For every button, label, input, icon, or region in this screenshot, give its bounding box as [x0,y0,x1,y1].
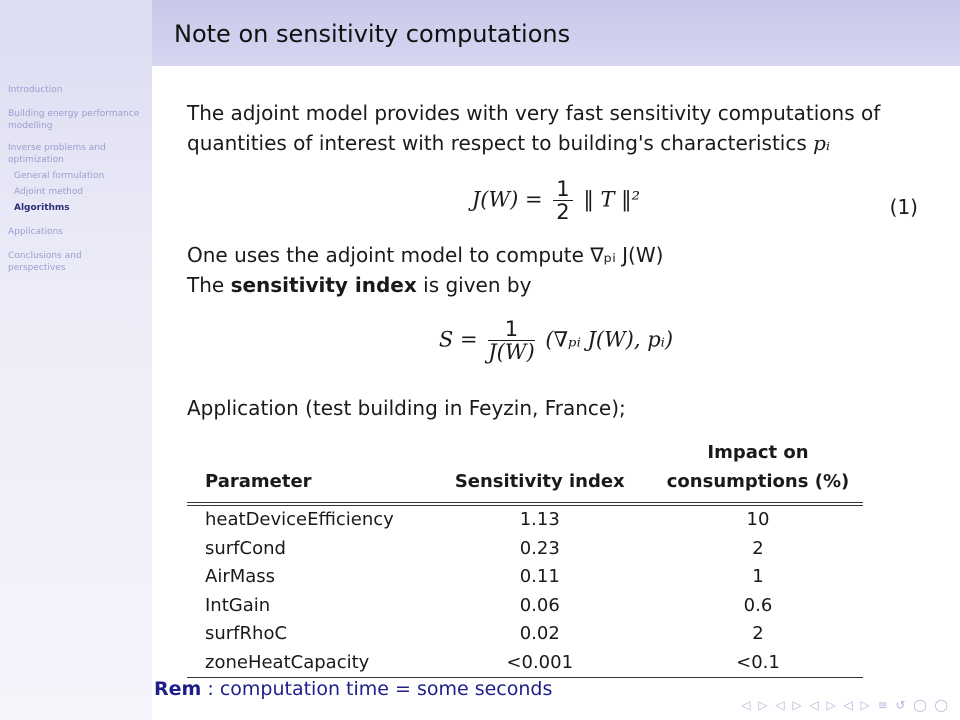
intro-line-2-text: quantities of interest with respect to building's characteristics [187,131,807,155]
sidebar-navigation [0,0,152,720]
cell-sensitivity: 0.02 [519,623,560,644]
table-row [187,563,863,592]
equation-2-fraction [488,318,534,363]
beamer-navigation-icons[interactable]: ◁ ▷ ◁ ▷ ◁ ▷ ◁ ▷ ≡ ↺ ◯ ◯ [741,698,950,712]
remark [154,678,552,700]
application-line: Application (test building in Feyzin, France); [187,396,626,420]
header-sensitivity: Sensitivity index [454,471,625,492]
equation-1-fraction [553,178,572,223]
cell-parameter: zoneHeatCapacity [205,651,370,673]
cell-sensitivity: 0.06 [519,594,560,616]
sidebar-item-introduction[interactable]: Introduction [8,85,63,95]
sidebar-item-conclusions[interactable]: Conclusions and perspectives [8,251,82,273]
sensitivity-pre: The [187,273,231,297]
equation-1 [152,178,960,223]
cell-sensitivity: 0.23 [519,537,560,559]
sidebar-item-inverse-problems[interactable]: Inverse problems and optimization [8,143,106,165]
sidebar-item-adjoint-method[interactable]: Adjoint method [14,187,84,197]
slide-body [187,98,927,158]
sensitivity-line [187,270,927,300]
cell-impact: 10 [746,509,770,530]
equation-1-number: (1) [889,195,918,219]
sensitivity-table [187,436,863,678]
intro-line-2 [187,128,927,158]
sensitivity-post: is given by [416,273,532,297]
cell-parameter: AirMass [205,566,276,587]
cell-parameter: heatDeviceEfficiency [205,509,394,530]
table-header-row [187,436,863,504]
application-text [187,393,927,423]
slide-header [152,0,960,66]
header-impact: Impact on consumptions (%) [666,442,850,492]
sidebar-item-algorithms[interactable]: Algorithms [14,203,70,213]
remark-text: : computation time = some seconds [207,678,553,700]
table-row [187,504,863,535]
cell-sensitivity: <0.001 [506,651,574,673]
equation-2-denominator: J(W) [488,340,535,364]
equation-2-numerator: 1 [488,318,534,341]
table-row [187,649,863,678]
cell-sensitivity: 1.13 [519,509,560,530]
sensitivity-bold: sensitivity index [230,273,417,297]
adjoint-text [187,240,927,300]
cell-impact: <0.1 [736,651,780,673]
table-row [187,535,863,564]
cell-parameter: IntGain [205,594,271,616]
cell-parameter: surfCond [205,537,286,559]
header-parameter: Parameter [205,471,312,492]
adjoint-line: One uses the adjoint model to compute ∇ₚᵢ J(W) [187,243,664,267]
equation-2 [152,318,960,363]
sidebar-item-general-formulation[interactable]: General formulation [14,171,105,181]
sidebar-item-applications[interactable]: Applications [8,227,63,237]
sidebar-item-building-energy[interactable]: Building energy performance modelling [8,109,140,131]
table-row [187,592,863,621]
slide-title: Note on sensitivity computations [174,20,571,48]
equation-2-lhs: S = [438,327,478,352]
equation-1-numerator: 1 [553,178,572,201]
equation-1-lhs: J(W) = [471,187,543,212]
intro-symbol: pᵢ [813,131,830,155]
equation-1-rhs: ‖ T ‖² [583,187,641,212]
cell-impact: 2 [752,623,764,644]
cell-parameter: surfRhoC [205,623,288,644]
remark-label: Rem [154,678,202,700]
equation-2-rhs: (∇ₚᵢ J(W), pᵢ) [545,327,674,352]
cell-impact: 1 [752,566,764,587]
intro-line-1: The adjoint model provides with very fast sensitivity computations of [187,101,881,125]
cell-impact: 0.6 [743,594,773,616]
equation-1-denominator: 2 [556,200,570,224]
table-row [187,620,863,649]
cell-impact: 2 [752,537,764,559]
cell-sensitivity: 0.11 [519,566,560,587]
